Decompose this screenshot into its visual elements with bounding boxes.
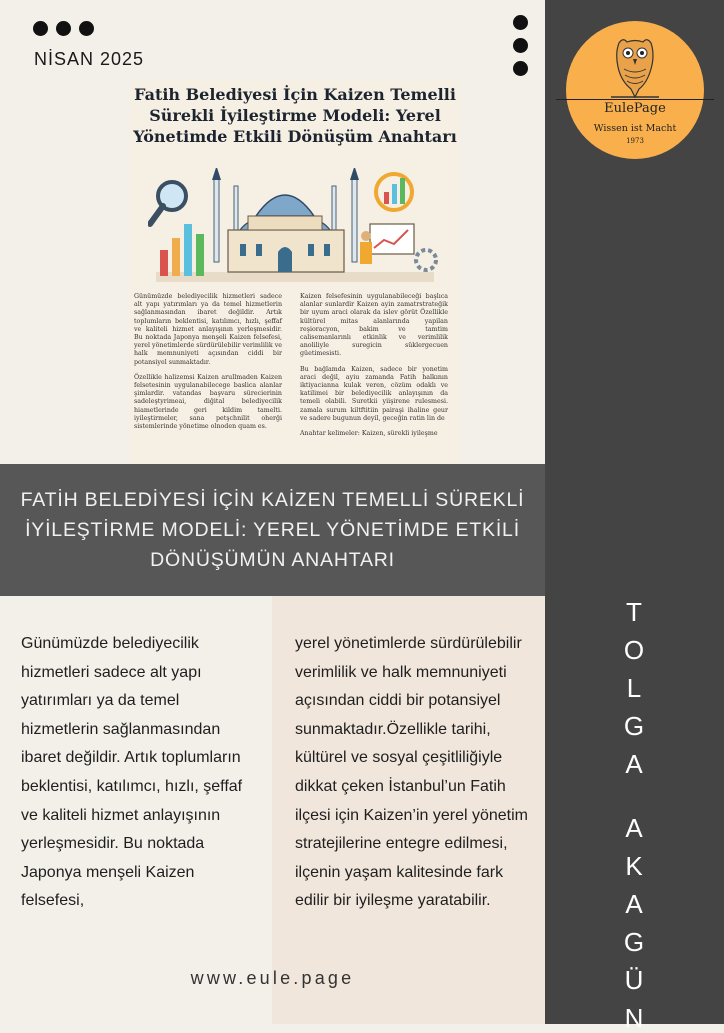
author-letter: T [626, 597, 642, 627]
author-letter: L [626, 673, 642, 703]
logo-motto: Wissen ist Macht [593, 123, 677, 134]
issue-date: NİSAN 2025 [34, 49, 145, 69]
author-letter: N [624, 1003, 644, 1033]
cover-document-image [130, 80, 460, 464]
logo-name: EulePage [604, 101, 666, 116]
cover-text-column-right [300, 293, 448, 445]
cover-paragraph: Kaizen felsefesinin uygulanabileceği başlıca alanlar sunlardir Kaizen ayin zamatrstrateğik bir uyum araci olarak da islev görüt Özellikle kültürel mitas alanlarında yapilan reşioracyon, bakim ve tamtim calisemanlarınlı etkinlik ve verimlilik anoliliyle suregicin süklergecuen güetimesisti. [300, 293, 448, 358]
dots-vertical-icon [513, 15, 528, 76]
cover-paragraph: Özellikle halizemsi Kaizen arullmaden Kaizen felsetesinin uygulanabilecege baslica alanlar şimlardir. vatandas başvaru sürecierinin sadeleştyrimeai, diğital belediyecilik hiametlerinde geri kildim tamelti. iyileştirmeler, sana petşchnilit oherği sistemlerinde yönetime olnoden quam es. [134, 373, 282, 431]
author-letter: A [625, 889, 643, 919]
author-letter: Ü [624, 965, 644, 995]
author-letter: G [623, 711, 645, 741]
logo-divider [556, 99, 714, 100]
body-text-left: Günümüzde belediyecilik hizmetleri sadece alt yapı yatırımları ya da temel hizmetlerin sağlanmasından ibaret değildir. Artık toplumların beklentisi, katılımcı, hızlı, şeffaf ve kaliteli hizmet anlayışının yerleşmesidir. Bu noktada Japonya menşeli Kaizen felsefesi, [21, 635, 243, 910]
mosque-illustration-icon [148, 168, 442, 290]
author-letter: A [625, 749, 643, 779]
article-title: FATİH BELEDİYESİ İÇİN KAİZEN TEMELLİ SÜREKLİ İYİLEŞTİRME MODELİ: YEREL YÖNETİMDE ETKİLİ DÖNÜŞÜMÜN ANAHTARI [20, 489, 525, 571]
author-letter: O [623, 635, 645, 665]
dots-horizontal-icon [33, 21, 94, 36]
cover-paragraph: Anahtar kelimeler: Kaizen, sürekli iyileşme [300, 430, 438, 438]
owl-icon [609, 35, 661, 99]
cover-paragraph: Bu bağlamda Kaizen, sadece bir yonetim araci değil, ayiu zamanda Fatih halkının iktiyacianna kulak veren, cözüm odaklı ve katilimei bir belediyecilik anlayışının da temeli olabili. Suretkii yiişirene rulesmesi. zamala surum kiltftitiin pairaşi ihaline geur ve sadere bugunun deyil, geceğin ratin lin de [300, 365, 448, 422]
body-text-right: yerel yönetimlerde sürdürülebilir verimlilik ve halk memnuniyeti açısından ciddi bir potansiyel sunmaktadır.Özellikle tarihi, kültürel ve sosyal çeşitliliğiyle dikkat çeken İstanbul’un Fatih ilçesi için Kaizen’in yerel yönetim stratejilerine entegre edilmesi, ilçenin yaşam kalitesinde fark edilir bir iyileşme yaratabilir. [295, 635, 528, 910]
author-letter: G [623, 927, 645, 957]
title-banner [0, 464, 545, 596]
author-letter: K [625, 851, 643, 881]
cover-text-column-left [134, 293, 282, 438]
author-letter: A [625, 813, 643, 843]
logo-year: 1973 [626, 137, 644, 145]
website-link[interactable]: www.eule.page [190, 968, 355, 988]
cover-title: Fatih Belediyesi İçin Kaizen Temelli Sürekli İyileştirme Modeli: Yerel Yönetimde Etkili Dönüşüm Anahtarı [133, 85, 457, 146]
eulepage-logo[interactable] [566, 21, 704, 159]
cover-paragraph: Günümüzde belediyecilik hizmetleri sadece alt yapı yatırımları ya da temel hizmetlerin sağlanmasından ibaret değildir. Artık toplumların beklentisi, katılımcı, hızlı, şeffaf ve kaliteli hizmet anlayışının yerleşmesidir. Bu noktada Japonya menşeli Kaizen felsefesi, yerel yönetimlerde sürdürülebilir verimlilik ve halk memnuniyeti açısından ciddi bir potansiyel sunmaktadır. [134, 293, 282, 366]
author-space [630, 787, 637, 805]
author-name [609, 597, 659, 1033]
